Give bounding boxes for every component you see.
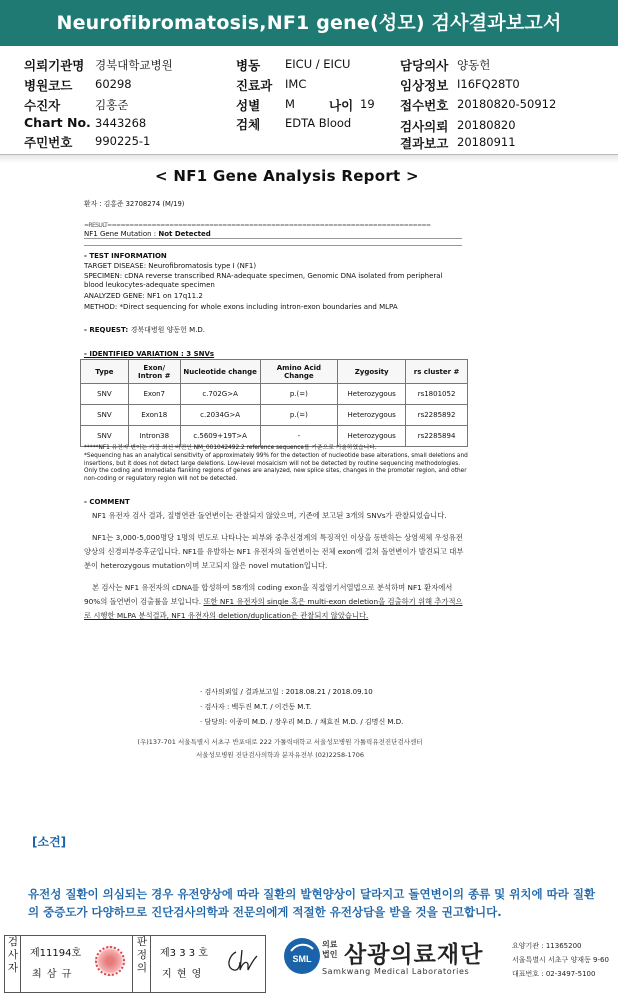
sml-logo-icon bbox=[283, 937, 321, 975]
reviewer-license-no: 제3 3 3 호 bbox=[160, 948, 208, 959]
table-cell: Heterozygous bbox=[338, 426, 406, 447]
table-cell: p.(=) bbox=[260, 384, 338, 405]
info-value: 60298 bbox=[95, 77, 132, 91]
table-cell: Exon18 bbox=[128, 405, 180, 426]
info-label: 결과보고 bbox=[400, 136, 449, 151]
inspector-seal-stamp bbox=[95, 946, 125, 976]
inspector-name: 최 삼 규 bbox=[32, 969, 73, 980]
opinion-title: [소견] bbox=[32, 835, 67, 849]
comment-paragraph: NF1 유전자 검사 결과, 질병연관 돌연변이는 관찰되지 않았으며, 기존에 보고된 3개의 SNVs가 관찰되었습니다. bbox=[92, 511, 447, 520]
info-value: M bbox=[285, 97, 295, 111]
table-cell: rs1801052 bbox=[406, 384, 468, 405]
reviewer-name: 지 현 영 bbox=[162, 969, 203, 980]
info-label: 나이 bbox=[329, 98, 354, 113]
info-value: 경북대학교병원 bbox=[95, 58, 173, 72]
provider-code: 요양기관 : 11365200 bbox=[512, 942, 582, 950]
table-cell: SNV bbox=[81, 405, 129, 426]
analyzed-gene: ANALYZED GENE: NF1 on 17q11.2 bbox=[84, 292, 203, 300]
method: METHOD: *Direct sequencing for whole exons including intron-exon boundaries and MLPA bbox=[84, 303, 398, 311]
info-value: 김홍준 bbox=[95, 98, 129, 112]
identified-header: - IDENTIFIED VARIATION : 3 SNVs bbox=[84, 350, 215, 358]
report-title: < NF1 Gene Analysis Report > bbox=[155, 167, 419, 185]
divider bbox=[132, 935, 133, 993]
info-value: I16FQ28T0 bbox=[457, 77, 520, 91]
report-dates: · 검사의뢰일 / 결과보고일 : 2018.08.21 / 2018.09.10 bbox=[200, 688, 373, 696]
table-header-cell: Amino Acid Change bbox=[260, 360, 338, 384]
reviewer-signature bbox=[222, 946, 260, 976]
variant-table bbox=[80, 359, 468, 447]
org-type: 의료 법인 bbox=[322, 940, 338, 959]
reviewer-label: 판정의 bbox=[136, 936, 148, 974]
info-label: 검체 bbox=[236, 117, 261, 132]
info-label: 의뢰기관명 bbox=[24, 58, 85, 73]
lab-department: 서울성모병원 진단검사의학과 분자유전부 (02)2258-1706 bbox=[196, 751, 364, 759]
info-label: 병동 bbox=[236, 58, 261, 73]
report-banner-title: Neurofibromatosis,NF1 gene(성모) 검사결과보고서 bbox=[0, 0, 618, 46]
divider-shadow bbox=[0, 155, 618, 163]
table-cell: rs2285894 bbox=[406, 426, 468, 447]
info-value: 990225-1 bbox=[95, 134, 151, 148]
request-value: 경북대병원 양동헌 M.D. bbox=[130, 326, 206, 334]
target-disease: TARGET DISEASE: Neurofibromatosis type I (NF1) bbox=[84, 262, 257, 270]
table-cell: SNV bbox=[81, 384, 129, 405]
table-cell: - bbox=[260, 426, 338, 447]
org-address: 서울특별시 서초구 양재동 9-60 bbox=[512, 956, 609, 964]
comment-text: 본 검사는 NF1 유전자의 cDNA를 합성하여 58개의 coding exon을 직접염기서열법으로 분석하며 NF1 환자에서 90%의 돌연변이 검출률을 보입니다. bbox=[84, 583, 453, 606]
info-value: 20180820 bbox=[457, 118, 516, 132]
table-row bbox=[81, 384, 468, 405]
org-name: 삼광의료재단 bbox=[344, 942, 484, 968]
table-cell: Heterozygous bbox=[338, 405, 406, 426]
comment-paragraph: NF1는 3,000-5,000명당 1명의 빈도로 나타나는 피부와 중추신경계의 특징적인 이상을 동반하는 상염색체 우성유전 양상의 신경피부증후군입니다. NF1를 유발하는 NF1 유전자의 돌연변이는 전체 exon에 걸쳐 돌연변이가 발견되고 대부분이 heterozygous mutation이며 보고되지 않은 novel mutation입니다. bbox=[84, 533, 464, 570]
table-row bbox=[81, 426, 468, 447]
info-label: 진료과 bbox=[236, 78, 273, 93]
table-cell: SNV bbox=[81, 426, 129, 447]
table-cell: rs2285892 bbox=[406, 405, 468, 426]
table-cell: p.(=) bbox=[260, 405, 338, 426]
table-row bbox=[81, 405, 468, 426]
mutation-value: Not Detected bbox=[158, 230, 211, 238]
report-physicians: · 담당의: 이종미 M.D. / 장우리 M.D. / 채효진 M.D. / 김명신 M.D. bbox=[200, 718, 404, 726]
table-cell: c.702G>A bbox=[180, 384, 260, 405]
table-cell: Intron38 bbox=[128, 426, 180, 447]
table-header-cell: Nucleotide change bbox=[180, 360, 260, 384]
info-label: Chart No. bbox=[24, 115, 91, 130]
info-value: EICU / EICU bbox=[285, 57, 351, 71]
specimen: SPECIMEN: cDNA reverse transcribed RNA-adequate specimen, Genomic DNA isolated from peripheral blood leukocytes-adequate specimen bbox=[84, 272, 443, 289]
table-cell: c.5609+19T>A bbox=[180, 426, 260, 447]
table-header-cell: rs cluster # bbox=[406, 360, 468, 384]
info-value: 3443268 bbox=[95, 116, 147, 130]
table-header-cell: Zygosity bbox=[338, 360, 406, 384]
comment-underlined: 또한 NF1 유전자의 single 혹은 multi-exon deletion을 검출하기 위해 추가적으로 시행한 MLPA 분석결과, NF1 유전자의 deletion/duplication은 관찰되지 않았습니다. bbox=[84, 597, 463, 620]
org-english-name: Samkwang Medical Laboratories bbox=[322, 967, 470, 976]
table-cell: Exon7 bbox=[128, 384, 180, 405]
info-label: 임상정보 bbox=[400, 78, 449, 93]
table-header-row bbox=[81, 360, 468, 384]
table-header-cell: Type bbox=[81, 360, 129, 384]
info-value: 20180820-50912 bbox=[457, 97, 557, 111]
opinion-text: 유전성 질환이 의심되는 경우 유전양상에 따라 질환의 발현양상이 달라지고 돌연변이의 종류 및 위치에 따라 질환의 중증도가 다양하므로 진단검사의학과 전문의에게 적절한 유전상담을 받을 것을 권고합니다. bbox=[28, 887, 596, 919]
info-value: 19 bbox=[360, 97, 375, 111]
info-label: 병원코드 bbox=[24, 78, 73, 93]
table-cell: Heterozygous bbox=[338, 384, 406, 405]
info-label: 수진자 bbox=[24, 98, 61, 113]
info-value: EDTA Blood bbox=[285, 116, 352, 130]
org-phone: 대표번호 : 02-3497-5100 bbox=[512, 970, 596, 978]
test-info-header: - TEST INFORMATION bbox=[84, 252, 167, 260]
comment-body bbox=[84, 509, 464, 631]
request-label: - REQUEST: bbox=[84, 326, 131, 334]
inspector-license-no: 제11194호 bbox=[30, 948, 82, 959]
divider bbox=[20, 935, 21, 993]
info-value: IMC bbox=[285, 77, 307, 91]
contact-info bbox=[512, 939, 609, 981]
patient-info-block bbox=[0, 52, 618, 152]
comment-header: - COMMENT bbox=[84, 498, 130, 506]
info-value: 20180911 bbox=[457, 135, 516, 149]
logo-text: SML bbox=[292, 954, 312, 964]
table-header-cell: Exon/ Intron # bbox=[128, 360, 180, 384]
info-label: 성별 bbox=[236, 98, 261, 113]
double-rule bbox=[84, 238, 462, 246]
info-label: 담당의사 bbox=[400, 58, 449, 73]
info-label: 접수번호 bbox=[400, 98, 449, 113]
report-technicians: · 검사자 : 백두진 M.T. / 이건동 M.T. bbox=[200, 703, 312, 711]
info-value: 양동헌 bbox=[457, 58, 491, 72]
info-label: 검사의뢰 bbox=[400, 119, 449, 134]
table-cell: c.2034G>A bbox=[180, 405, 260, 426]
divider bbox=[150, 935, 151, 993]
comment-paragraph bbox=[84, 581, 464, 623]
mutation-label: NF1 Gene Mutation : bbox=[84, 230, 159, 238]
footnote-sensitivity: *Sequencing has an analytical sensitivity of approximately 99% for the detection of nucleotide base alterations, small deletions and insertions, but it does not detect large deletions. Low-level mosaicism will not be detected by routine sequencing methodologies. Only the coding and immediate flanking regions of genes are analyzed, new splice sites, changes in the promoter region, and other non-coding or regulatory region will not be detected. bbox=[84, 453, 468, 482]
info-label: 주민번호 bbox=[24, 135, 73, 150]
request-line bbox=[84, 326, 205, 335]
report-patient: 환자 : 김홍준 32708274 (M/19) bbox=[84, 200, 185, 208]
lab-address: (우)137-701 서울특별시 서초구 반포대로 222 가톨릭대학교 서울성모병원 가톨릭유전진단검사센터 bbox=[137, 738, 423, 746]
inspector-label: 검사자 bbox=[7, 936, 19, 974]
footnote-reference: *****NF1 유전자 변이는 가장 최신 버전인 NM_001042492.2 reference sequence를 기준으로 기술하였습니다. bbox=[84, 445, 377, 451]
result-separator: =RESULT========================================================================= bbox=[84, 222, 431, 229]
